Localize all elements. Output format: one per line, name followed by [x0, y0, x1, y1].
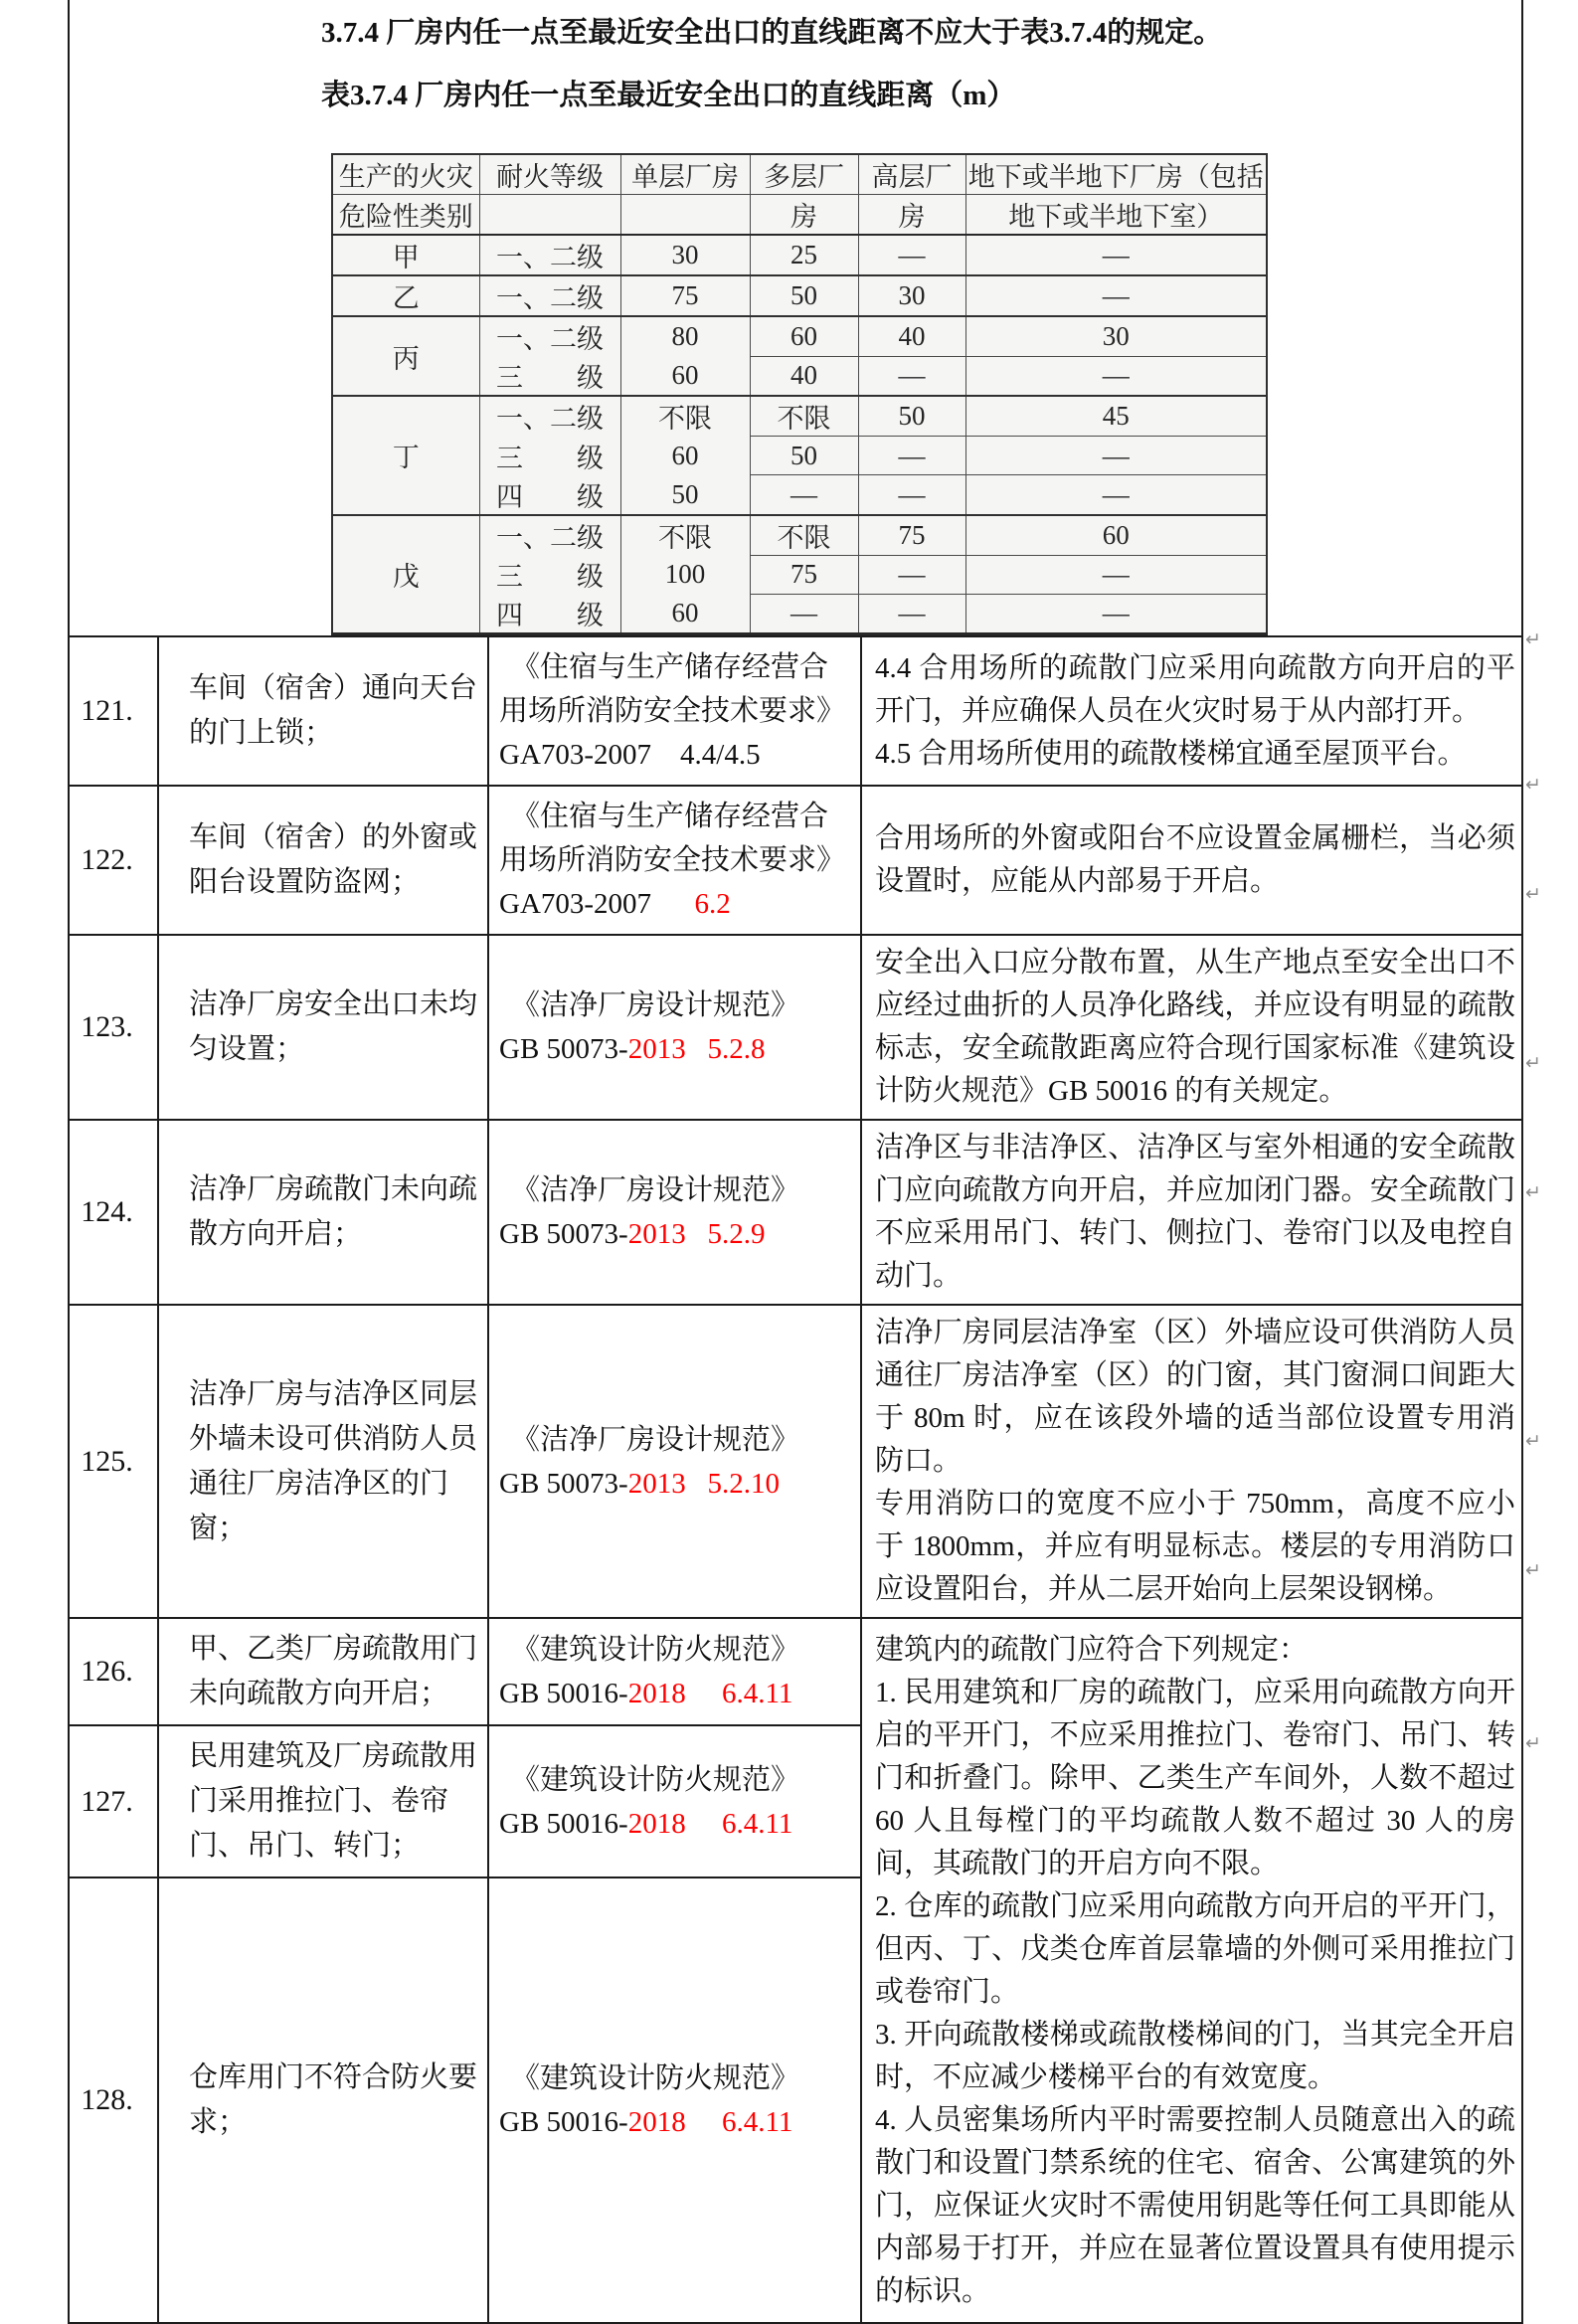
fire-cell: 50: [750, 275, 858, 316]
standard-cell: [488, 1618, 861, 1725]
fire-cell: 40: [750, 356, 858, 396]
header-cell: 地下或半地下厂房（包括: [965, 154, 1267, 195]
standard-code-line: [499, 1672, 854, 1715]
fire-cell: 45: [965, 396, 1267, 437]
return-mark-icon: ↵: [1525, 1559, 1541, 1581]
req-paragraph: 1. 民用建筑和厂房的疏散门，应采用向疏散方向开启的平开门，不应采用推拉门、卷帘门、吊门、转门和折叠门。除甲、乙类生产车间外，人数不超过 60 人且每樘门的平均疏散人数不超过 30 人的房间，其疏散门的开启方向不限。: [875, 1676, 1515, 1879]
requirement-cell: [861, 1120, 1522, 1305]
fire-cell: —: [965, 594, 1267, 634]
standard-title: 《住宿与生产储存经营合用场所消防安全技术要求》: [499, 801, 846, 876]
issue-cell: 洁净厂房疏散门未向疏散方向开启；: [158, 1120, 488, 1305]
fire-cell: 60: [620, 356, 750, 396]
fire-cell: 不限: [620, 515, 750, 556]
fire-cell: 50: [620, 475, 750, 515]
header-cell: [620, 195, 750, 236]
row-number-cell: 127.: [69, 1725, 158, 1877]
fire-cell: 60: [750, 316, 858, 356]
standard-code: GA703-2007 4.4/4.5: [499, 739, 761, 771]
fire-cell: 一、二级: [479, 235, 620, 275]
requirement-cell: [861, 636, 1522, 786]
fire-cell: 75: [750, 555, 858, 594]
fire-cell: 60: [965, 515, 1267, 556]
fire-cell: 80: [620, 316, 750, 356]
fire-row: [332, 316, 1267, 356]
standard-cell: [488, 636, 861, 786]
fire-row: [332, 235, 1267, 275]
standard-code: GA703-2007: [499, 888, 652, 920]
standard-title: 《建筑设计防火规范》: [511, 1763, 800, 1796]
standard-code-line: [499, 1462, 854, 1506]
header-cell: [479, 195, 620, 236]
return-mark-icon: ↵: [1525, 774, 1541, 796]
standard-code: GB 50016-: [499, 1807, 628, 1840]
issue-cell: 洁净厂房与洁净区同层外墙未设可供消防人员通往厂房洁净区的门窗；: [158, 1305, 488, 1618]
req-paragraph: 建筑内的疏散门应符合下列规定：: [875, 1633, 1309, 1666]
req-paragraph: 安全出入口应分散布置，从生产地点至安全出口不应经过曲折的人员净化路线，并应设有明显的疏散标志，安全疏散距离应符合现行国家标准《建筑设计防火规范》GB 50016 的有关规定。: [875, 947, 1515, 1107]
standard-code-line: [499, 1802, 854, 1846]
fire-cell: —: [858, 356, 965, 396]
standard-title: 《建筑设计防火规范》: [511, 2062, 800, 2094]
standard-cell: [488, 935, 861, 1120]
row-number-cell: 126.: [69, 1618, 158, 1725]
fire-cell: 一、二级: [479, 396, 620, 437]
clause-paragraph: 3.7.4 厂房内任一点至最近安全出口的直线距离不应大于表3.7.4的规定。: [321, 17, 1223, 49]
fire-table-caption: 表3.7.4 厂房内任一点至最近安全出口的直线距离（m）: [321, 80, 1016, 111]
requirement-cell-merged: [861, 1618, 1522, 2323]
fire-cat-cell: 甲: [332, 235, 479, 275]
fire-cell: 一、二级: [479, 515, 620, 556]
table-row: [69, 786, 1522, 935]
standard-code-line: [499, 1212, 854, 1256]
fire-cell: 40: [858, 316, 965, 356]
fire-cat-cell: 丙: [332, 316, 479, 396]
standard-code-line: [499, 1027, 854, 1071]
fire-cell: —: [858, 437, 965, 475]
row-number-cell: 122.: [69, 786, 158, 935]
fire-table-header-row1: [332, 154, 1267, 195]
fire-cell: 75: [620, 275, 750, 316]
row-number-cell: 124.: [69, 1120, 158, 1305]
req-paragraph: 专用消防口的宽度不应小于 750mm，高度不应小于 1800mm，并应有明显标志。楼层的专用消防口应设置阳台，并从二层开始向上层架设钢梯。: [875, 1488, 1515, 1605]
table-row: [69, 935, 1522, 1120]
fire-row: [332, 275, 1267, 316]
standard-title: 《洁净厂房设计规范》: [511, 1423, 800, 1456]
req-paragraph: 4. 人员密集场所内平时需要控制人员随意出入的疏散门和设置门禁系统的住宅、宿舍、公寓建筑的外门，应保证火灾时不需使用钥匙等任何工具即能从内部易于打开，并应在显著位置设置具有使用提示的标识。: [875, 2103, 1515, 2307]
standard-code: GB 50073-: [499, 1218, 628, 1250]
header-cell: 单层厂房: [620, 154, 750, 195]
requirement-cell: [861, 1305, 1522, 1618]
fire-cell: 三 级: [479, 437, 620, 475]
fire-cell: 60: [620, 437, 750, 475]
return-mark-icon: ↵: [1525, 1430, 1541, 1452]
standard-code-red: 2018 6.4.11: [627, 1678, 793, 1709]
fire-cell: —: [965, 275, 1267, 316]
standard-cell: [488, 786, 861, 935]
standard-cell: [488, 1120, 861, 1305]
fire-cat-cell: 乙: [332, 275, 479, 316]
fire-cell: —: [750, 594, 858, 634]
fire-cell: 30: [858, 275, 965, 316]
standard-title: 《洁净厂房设计规范》: [511, 1174, 800, 1206]
standard-code-red: 2013 5.2.8: [627, 1033, 766, 1065]
standard-cell: [488, 1877, 861, 2323]
fire-cell: —: [858, 235, 965, 275]
row-number-cell: 121.: [69, 636, 158, 786]
fire-cat-cell: 戊: [332, 515, 479, 634]
requirement-cell: [861, 935, 1522, 1120]
header-cell: 房: [750, 195, 858, 236]
fire-cell: —: [965, 555, 1267, 594]
row-number-cell: 128.: [69, 1877, 158, 2323]
fire-cell: —: [965, 356, 1267, 396]
table-row: [69, 1618, 1522, 1725]
fire-table-header-row2: [332, 195, 1267, 236]
fire-cell: —: [858, 475, 965, 515]
fire-cell: 100: [620, 555, 750, 594]
return-mark-icon: ↵: [1525, 1181, 1541, 1203]
fire-cell: 四 级: [479, 475, 620, 515]
standard-code-red: 2013 5.2.9: [627, 1218, 766, 1250]
fire-distance-table: [331, 153, 1268, 635]
fire-cell: 75: [858, 515, 965, 556]
checklist-table: [68, 0, 1523, 2324]
req-paragraph: 洁净厂房同层洁净室（区）外墙应设可供消防人员通往厂房洁净室（区）的门窗，其门窗洞口间距大于 80m 时，应在该段外墙的适当部位设置专用消防口。: [875, 1317, 1515, 1477]
fire-cat-cell: 丁: [332, 396, 479, 515]
fire-cell: —: [965, 475, 1267, 515]
header-cell: 高层厂: [858, 154, 965, 195]
fire-cell: 不限: [750, 396, 858, 437]
issue-cell: 车间（宿舍）通向天台的门上锁；: [158, 636, 488, 786]
req-paragraph: 4.4 合用场所的疏散门应采用向疏散方向开启的平开门，并应确保人员在火灾时易于从内部打开。: [875, 651, 1515, 727]
header-cell: 生产的火灾: [332, 154, 479, 195]
return-mark-icon: ↵: [1525, 883, 1541, 905]
fire-row: [332, 396, 1267, 437]
issue-cell: 车间（宿舍）的外窗或阳台设置防盗网；: [158, 786, 488, 935]
fire-cell: 一、二级: [479, 316, 620, 356]
standard-code-red: 6.2: [651, 888, 731, 920]
standard-code: GB 50073-: [499, 1033, 628, 1065]
issue-cell: 仓库用门不符合防火要求；: [158, 1877, 488, 2323]
standard-code-line: [499, 2100, 854, 2144]
fire-cell: 不限: [750, 515, 858, 556]
fire-cell: 25: [750, 235, 858, 275]
req-paragraph: 3. 开向疏散楼梯或疏散楼梯间的门，当其完全开启时，不应减少楼梯平台的有效宽度。: [875, 2018, 1515, 2093]
fire-cell: 50: [750, 437, 858, 475]
header-cell: 地下或半地下室）: [965, 195, 1267, 236]
standard-code: GB 50016-: [499, 2106, 628, 2138]
issue-cell: 甲、乙类厂房疏散用门未向疏散方向开启；: [158, 1618, 488, 1725]
standard-code: GB 50016-: [499, 1678, 628, 1709]
clause-section-cell: [69, 0, 1522, 636]
standard-title: 《建筑设计防火规范》: [511, 1634, 800, 1666]
header-cell: 危险性类别: [332, 195, 479, 236]
standard-code-line: [499, 733, 854, 777]
return-mark-icon: ↵: [1525, 1052, 1541, 1074]
req-paragraph: 合用场所的外窗或阳台不应设置金属栅栏，当必须设置时，应能从内部易于开启。: [875, 822, 1515, 897]
issue-cell: 洁净厂房安全出口未均匀设置；: [158, 935, 488, 1120]
standard-code: GB 50073-: [499, 1467, 628, 1500]
fire-cell: 60: [620, 594, 750, 634]
row-number-cell: 123.: [69, 935, 158, 1120]
header-cell: 耐火等级: [479, 154, 620, 195]
issue-cell: 民用建筑及厂房疏散用门采用推拉门、卷帘门、吊门、转门；: [158, 1725, 488, 1877]
standard-code-line: [499, 882, 854, 926]
fire-cell: 50: [858, 396, 965, 437]
fire-cell: —: [965, 235, 1267, 275]
fire-cell: 三 级: [479, 356, 620, 396]
req-paragraph: 洁净区与非洁净区、洁净区与室外相通的安全疏散门应向疏散方向开启，并应加闭门器。安全疏散门不应采用吊门、转门、侧拉门、卷帘门以及电控自动门。: [875, 1132, 1515, 1292]
standard-title: 《住宿与生产储存经营合用场所消防安全技术要求》: [499, 651, 846, 727]
standard-code-red: 2013 5.2.10: [627, 1467, 780, 1500]
return-mark-icon: ↵: [1525, 628, 1541, 650]
row-number-cell: 125.: [69, 1305, 158, 1618]
fire-row: [332, 515, 1267, 556]
fire-cell: 四 级: [479, 594, 620, 634]
return-mark-icon: ↵: [1525, 1732, 1541, 1754]
req-paragraph: 2. 仓库的疏散门应采用向疏散方向开启的平开门，但丙、丁、戊类仓库首层靠墙的外侧可采用推拉门或卷帘门。: [875, 1889, 1515, 2008]
fire-cell: 三 级: [479, 555, 620, 594]
standard-code-red: 2018 6.4.11: [627, 2106, 793, 2138]
standard-cell: [488, 1725, 861, 1877]
requirement-cell: [861, 786, 1522, 935]
fire-cell: 30: [620, 235, 750, 275]
fire-cell: 不限: [620, 396, 750, 437]
fire-cell: 30: [965, 316, 1267, 356]
header-cell: 房: [858, 195, 965, 236]
header-cell: 多层厂: [750, 154, 858, 195]
fire-cell: —: [965, 437, 1267, 475]
standard-title: 《洁净厂房设计规范》: [511, 989, 800, 1021]
standard-code-red: 2018 6.4.11: [627, 1807, 793, 1840]
fire-cell: —: [858, 555, 965, 594]
fire-cell: 一、二级: [479, 275, 620, 316]
table-row: [69, 1120, 1522, 1305]
req-paragraph: 4.5 合用场所使用的疏散楼梯宜通至屋顶平台。: [875, 737, 1467, 770]
fire-cell: —: [750, 475, 858, 515]
table-row: [69, 1305, 1522, 1618]
standard-cell: [488, 1305, 861, 1618]
fire-cell: —: [858, 594, 965, 634]
table-row: [69, 636, 1522, 786]
